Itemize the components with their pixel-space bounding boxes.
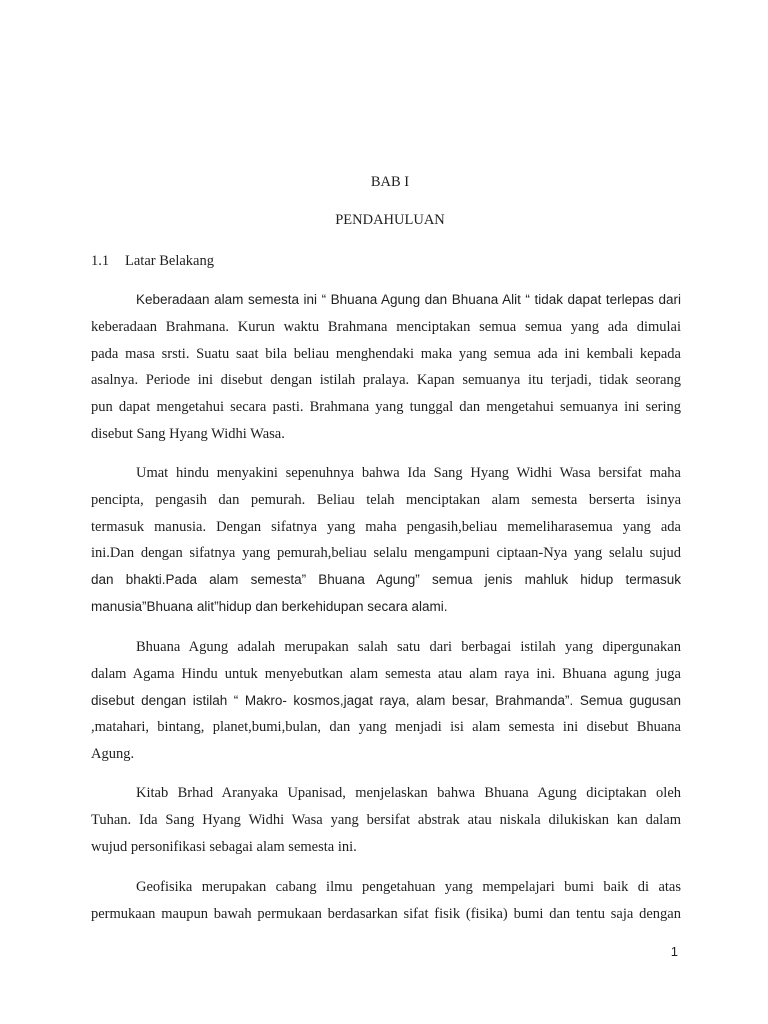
paragraph-line: Umat hindu menyakini sepenuhnya bahwa Ida Sang Hyang Widhi Wasa bersifat maha <box>136 465 681 481</box>
page-number: 1 <box>670 944 678 959</box>
paragraph-line: Bhuana Agung adalah merupakan salah satu dari berbagai istilah yang dipergunakan <box>136 639 681 655</box>
paragraph-line: dalam Agama Hindu untuk menyebutkan alam semesta atau alam raya ini. Bhuana agung juga <box>91 665 681 682</box>
chapter-number: BAB I <box>370 174 410 190</box>
paragraph <box>91 780 681 860</box>
paragraph-line: ,matahari, bintang, planet,bumi,bulan, dan yang menjadi isi alam semesta ini disebut Bhuana <box>91 719 681 736</box>
paragraph-line: Tuhan. Ida Sang Hyang Widhi Wasa yang bersifat abstrak atau niskala dilukiskan kan dalam <box>91 811 681 828</box>
paragraph-line: wujud personifikasi sebagai alam semesta ini. <box>91 838 357 855</box>
paragraph-line: pada masa srsti. Suatu saat bila beliau menghendaki maka yang semua ada ini kembali kepada <box>91 345 681 362</box>
paragraph-line: ini.Dan dengan sifatnya yang pemurah,beliau selalu mengampuni ciptaan-Nya yang selalu sujud <box>91 545 681 562</box>
paragraph <box>91 460 681 621</box>
chapter-title: PENDAHULUAN <box>335 212 445 228</box>
paragraph-line: dan bhakti.Pada alam semesta” Bhuana Agung” semua jenis mahluk hidup termasuk <box>91 572 681 587</box>
paragraph-line: Agung. <box>91 746 135 762</box>
section-heading <box>91 252 214 270</box>
paragraph-line: Kitab Brhad Aranyaka Upanisad, menjelaskan bahwa Bhuana Agung diciptakan oleh <box>136 785 681 801</box>
paragraph-line: disebut dengan istilah “ Makro- kosmos,jagat raya, alam besar, Brahmanda”. Semua gugusan <box>91 692 681 708</box>
paragraph-line: pencipta, pengasih dan pemurah. Beliau telah menciptakan alam semesta berserta isinya <box>91 491 681 508</box>
paragraph <box>91 874 681 928</box>
paragraph-line: asalnya. Periode ini disebut dengan istilah pralaya. Kapan semuanya itu terjadi, tidak seorang <box>91 372 681 389</box>
paragraph-line: Keberadaan alam semesta ini “ Bhuana Agung dan Bhuana Alit “ tidak dapat terlepas dari <box>136 292 681 307</box>
paragraph-line: keberadaan Brahmana. Kurun waktu Brahmana menciptakan semua semua yang ada dimulai <box>91 318 681 335</box>
section-number: 1.1 <box>91 253 110 269</box>
section-title: Latar Belakang <box>125 253 214 269</box>
paragraph-line: manusia”Bhuana alit”hidup dan berkehidupan secara alami. <box>91 598 448 614</box>
paragraph <box>91 634 681 768</box>
paragraph-line: permukaan maupun bawah permukaan berdasarkan sifat fisik (fisika) bumi dan tentu saja dengan <box>91 905 681 922</box>
paragraph <box>91 287 681 448</box>
paragraph-line: disebut Sang Hyang Widhi Wasa. <box>91 425 285 442</box>
paragraph-line: pun dapat mengetahui secara pasti. Brahmana yang tunggal dan mengetahui semuanya ini sering <box>91 399 681 415</box>
paragraph-line: termasuk manusia. Dengan sifatnya yang maha pengasih,beliau memeliharasemua yang ada <box>91 518 681 535</box>
paragraph-line: Geofisika merupakan cabang ilmu pengetahuan yang mempelajari bumi baik di atas <box>136 879 681 895</box>
